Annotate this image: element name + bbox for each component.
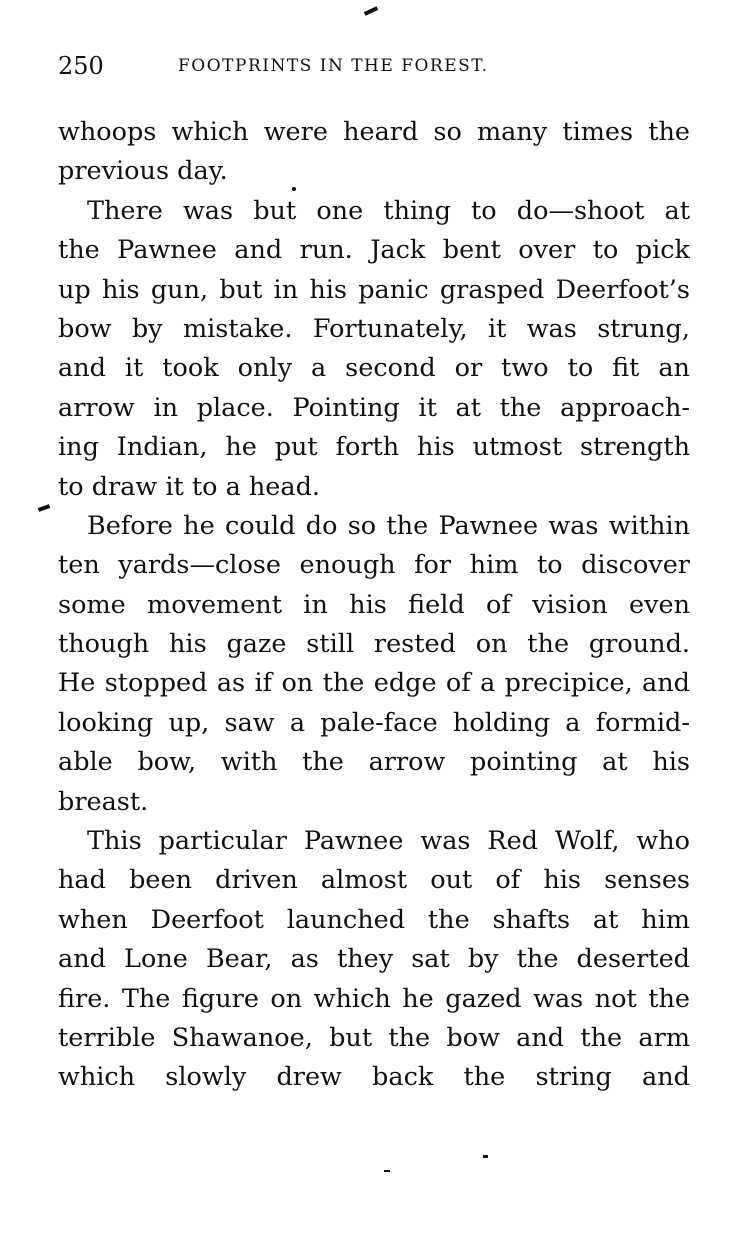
text-line: ten yards—close enough for him to discover — [58, 550, 690, 581]
text-line: which slowly drew back the string and — [58, 1062, 690, 1093]
text-line: though his gaze still rested on the ground. — [58, 629, 690, 660]
text-line: and Lone Bear, as they sat by the deserted — [58, 944, 690, 975]
ink-speck — [384, 1170, 390, 1172]
text-line: to draw it to a head. — [58, 471, 321, 502]
text-line: bow by mistake. Fortunately, it was strung, — [58, 313, 690, 344]
ink-speck — [364, 6, 378, 16]
text-line: looking up, saw a pale-face holding a formid- — [58, 707, 690, 738]
body-text — [58, 113, 690, 1098]
text-line: up his gun, but in his panic grasped Deerfoot’s — [58, 274, 690, 305]
ink-speck — [292, 187, 296, 191]
text-line: able bow, with the arrow pointing at his — [58, 747, 690, 778]
page-number: 250 — [58, 52, 104, 80]
ink-speck — [38, 504, 51, 512]
text-line: had been driven almost out of his senses — [58, 865, 690, 896]
paragraph-first-line: Before he could do so the Pawnee was within — [87, 510, 690, 541]
text-line: breast. — [58, 786, 149, 817]
text-line: and it took only a second or two to fit an — [58, 353, 690, 384]
text-line: arrow in place. Pointing it at the approach- — [58, 392, 690, 423]
text-line: He stopped as if on the edge of a precipice, and — [58, 668, 690, 699]
paragraph-first-line: There was but one thing to do—shoot at — [87, 195, 690, 226]
text-line: terrible Shawanoe, but the bow and the arm — [58, 1022, 690, 1053]
paragraph-first-line: This particular Pawnee was Red Wolf, who — [87, 826, 690, 857]
text-line: some movement in his field of vision even — [58, 589, 690, 620]
text-line: fire. The figure on which he gazed was not the — [58, 983, 690, 1014]
text-line: the Pawnee and run. Jack bent over to pick — [58, 235, 690, 266]
text-line: when Deerfoot launched the shafts at him — [58, 904, 690, 935]
text-line: whoops which were heard so many times the — [58, 117, 690, 147]
running-title: FOOTPRINTS IN THE FOREST. — [178, 56, 489, 76]
text-line: ing Indian, he put forth his utmost strength — [58, 432, 690, 463]
ink-speck — [483, 1155, 488, 1158]
page-header — [58, 52, 690, 84]
text-line: previous day. — [58, 156, 228, 187]
